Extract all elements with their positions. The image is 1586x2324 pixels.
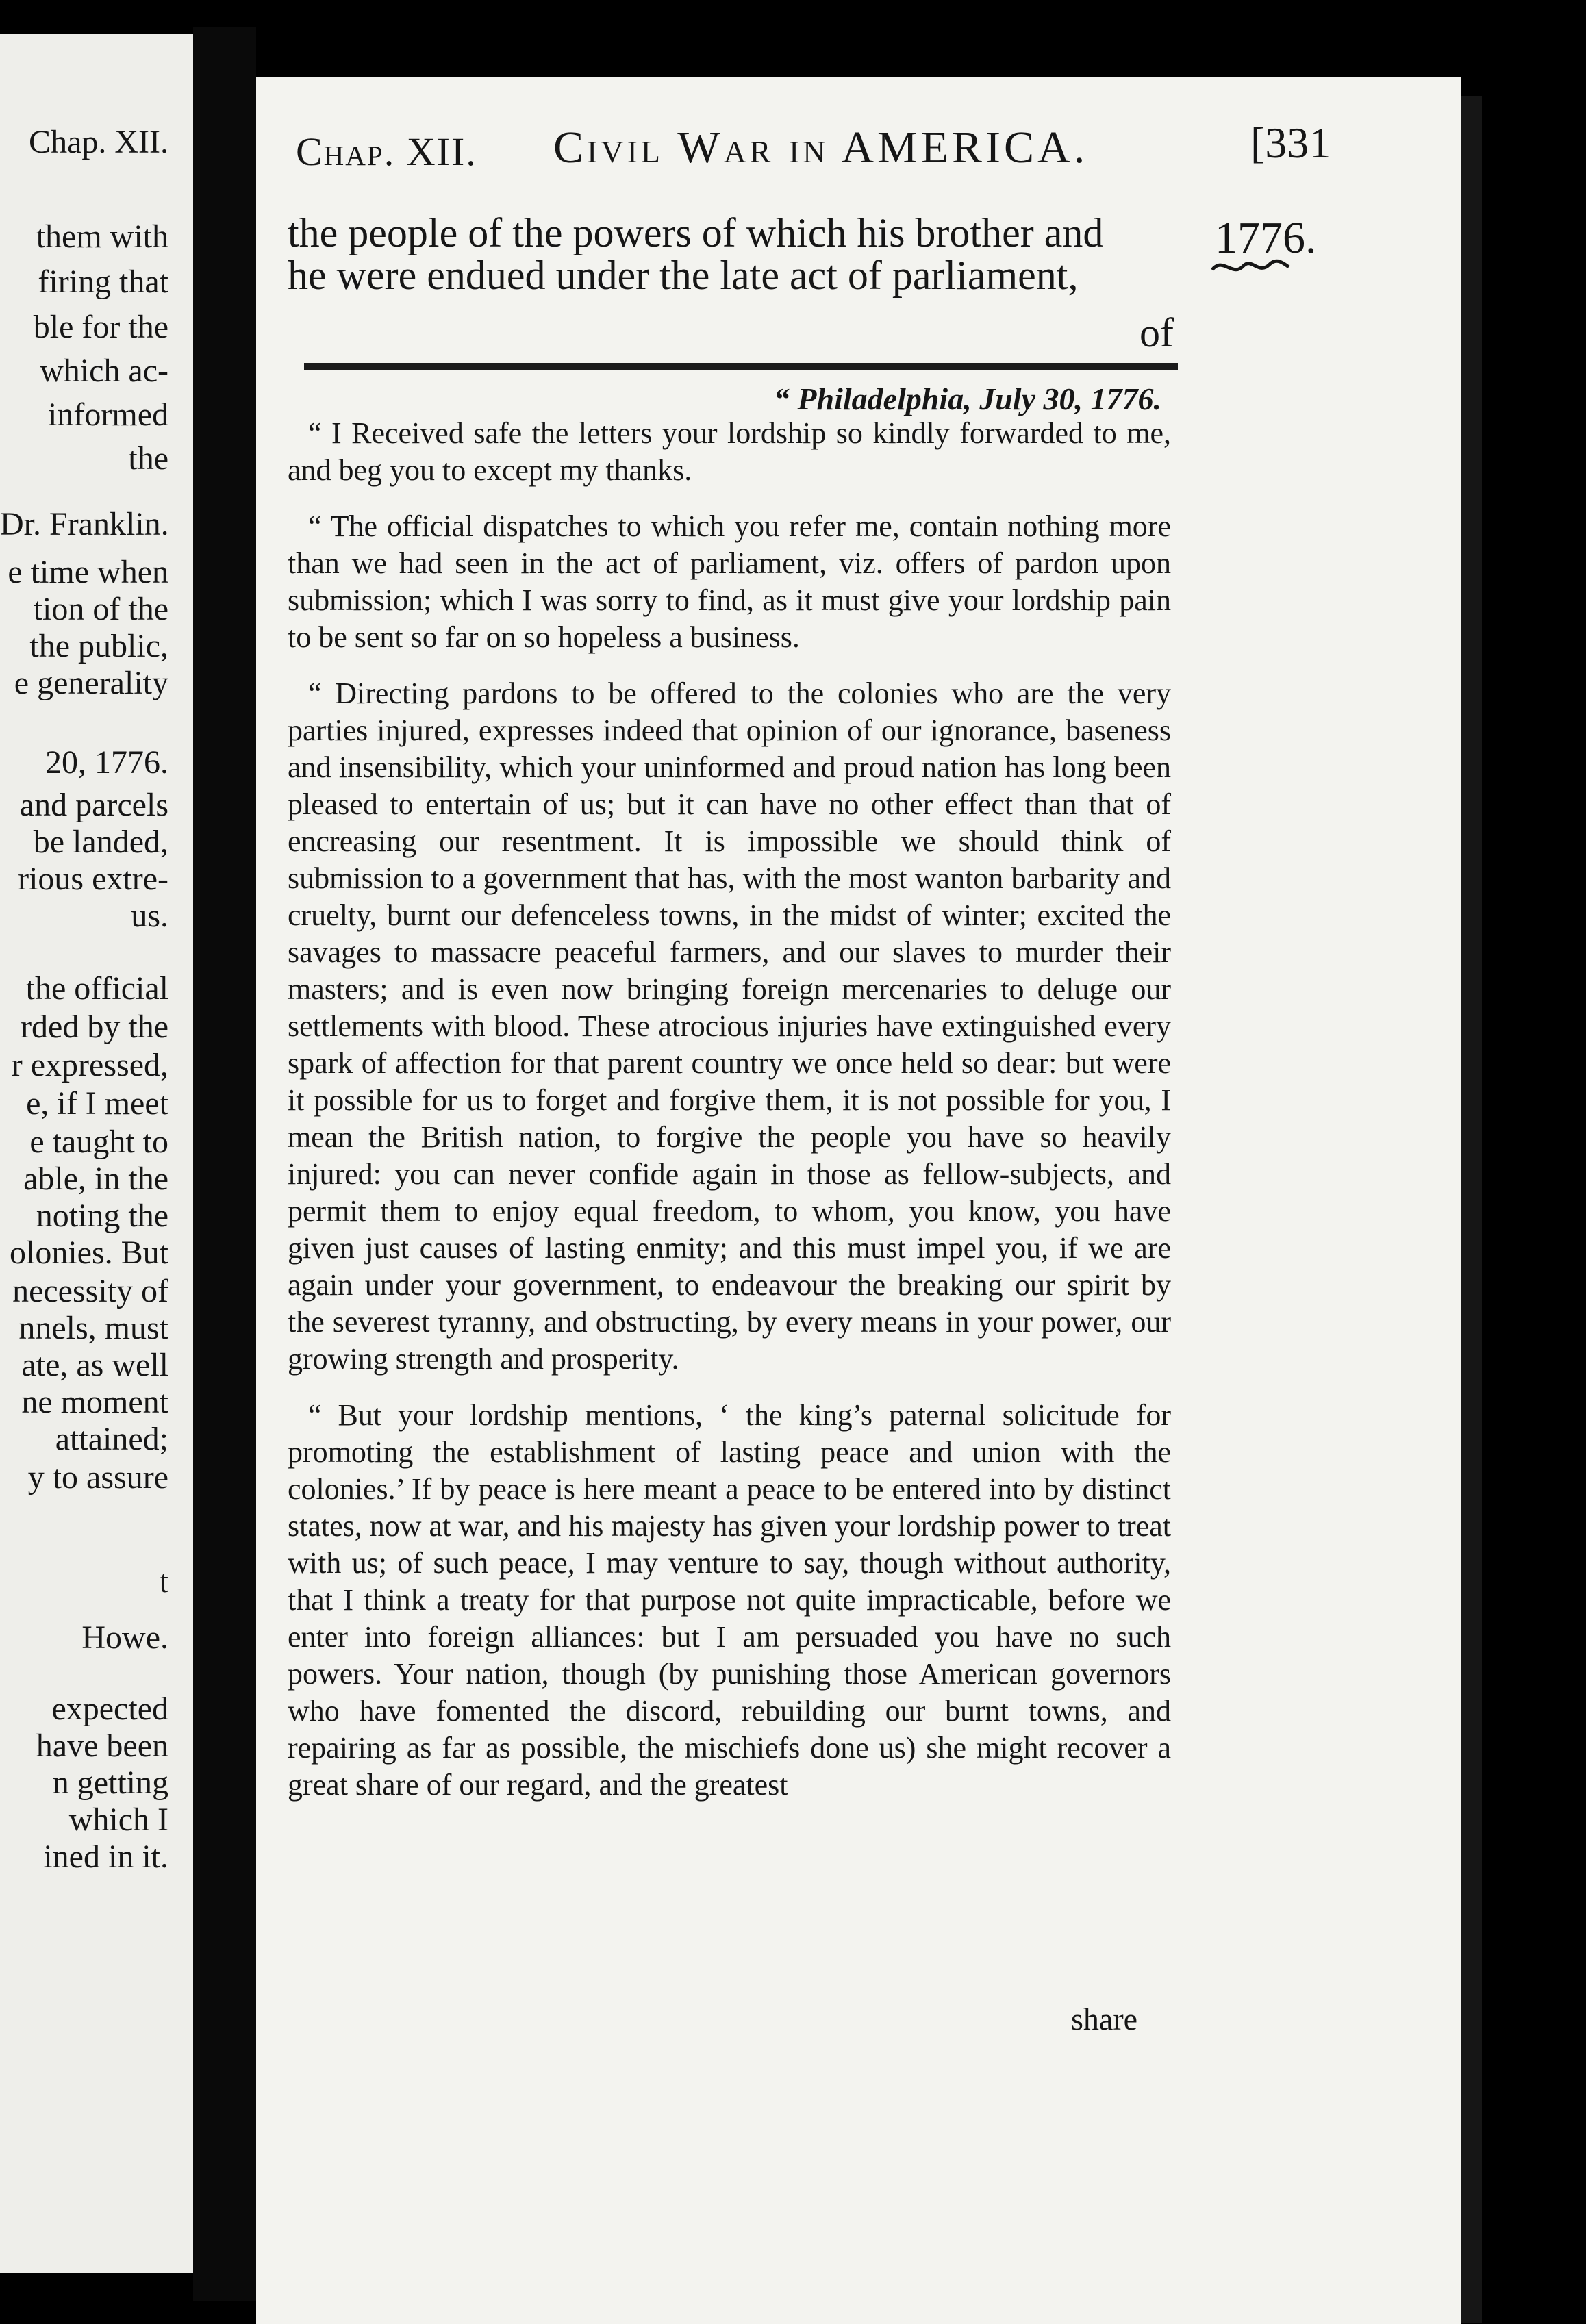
left-page: [0, 34, 193, 2273]
letter-dateline: “ Philadelphia, July 30, 1776.: [773, 381, 1161, 416]
left-page-line: rded by the: [21, 1009, 168, 1045]
ornament-swash-icon: [1209, 252, 1292, 279]
left-page-line: necessity of: [12, 1273, 168, 1309]
left-page-line: rious extre-: [18, 861, 168, 897]
left-page-line: expected: [51, 1691, 168, 1727]
left-page-line: ate, as well: [21, 1347, 168, 1383]
left-page-line: the public,: [29, 628, 168, 664]
book-gutter: [193, 27, 256, 2301]
left-page-line: attained;: [55, 1421, 168, 1457]
left-page-line: olonies. But: [9, 1235, 168, 1271]
running-head-title: Civil War in AMERICA.: [553, 123, 1089, 173]
paragraph-3: “ Directing pardons to be offered to the colonies who are the very parties injured, expresses indeed that opinion of our ignorance, baseness and insensibility, which your uninformed and proud nation has long been pleased to entertain of us; but it can have no other effect than that of encreasing our resentment. It is impossible we should think of submission to a government that has, with the most wanton barbarity and cruelty, burnt our defenceless towns, in the midst of winter; excited the savages to massacre peaceful farmers, and our slaves to murder their masters; and is even now bringing foreign mercenaries to deluge our settlements with blood. These atrocious injuries have extinguished every spark of affection for that parent country we once held so dear: but were it possible for us to forget and forgive them, it is not possible for you, I mean the British nation, to forgive the people you have so heavily injured: you can never confide again in those as fellow-subjects, and permit them to enjoy equal freedom, to whom, you know, you have given just causes of lasting enmity; and this must impel you, if we are again under your government, to endeavour the breaking our spirit by the severest tyranny, and obstructing, by every means in your power, our growing strength and prosperity.: [288, 677, 1171, 1376]
left-page-line: noting the: [36, 1198, 168, 1234]
left-page-line: e time when: [8, 554, 168, 590]
section-rule: [304, 363, 1178, 370]
left-page-line: Chap. XII.: [29, 124, 168, 160]
page-number: [331: [1250, 118, 1331, 167]
left-page-line: n getting: [52, 1765, 168, 1801]
left-page-line: Dr. Franklin.: [0, 506, 169, 542]
intro-line-1: the people of the powers of which his brother and: [288, 210, 1104, 255]
left-page-line: have been: [36, 1728, 168, 1764]
left-page-line: us.: [131, 898, 168, 934]
left-page-line: which ac-: [40, 353, 168, 389]
left-page-line: them with: [36, 218, 168, 255]
left-page-line: e generality: [14, 665, 168, 701]
left-page-line: y to assure: [27, 1459, 168, 1495]
paragraph-4: “ But your lordship mentions, ‘ the king’s paternal solicitude for promoting the establishment of lasting peace and union with the colonies.’ If by peace is here meant a peace to be entered into by distinct states, now at war, and his majesty has given your lordship power to treat with us; of such peace, I may venture to say, though without authority, that I think a treaty for that purpose not quite impracticable, before we enter into foreign alliances: but I am persuaded you have no such powers. Your nation, though (by punishing those American governors who have fomented the discord, rebuilding our burnt towns, and repairing as far as possible, the mischiefs done us) she might recover a great share of our regard, and the greatest: [288, 1398, 1171, 1802]
intro-line-3: of: [1140, 310, 1174, 355]
catchword: share: [1071, 2001, 1138, 2036]
left-page-line: nnels, must: [18, 1310, 168, 1346]
running-head-chapter: Chap. XII.: [296, 129, 477, 174]
left-page-line: t: [159, 1563, 168, 1600]
left-page-line: the official: [25, 970, 168, 1007]
left-page-line: e taught to: [29, 1124, 168, 1160]
letter-body: [288, 415, 1171, 1823]
paragraph-1: “ I Received safe the letters your lordship so kindly forwarded to me, and beg you to except my thanks.: [288, 416, 1171, 487]
left-page-line: tion of the: [33, 591, 168, 627]
left-page-line: able, in the: [23, 1161, 168, 1197]
left-page-line: ined in it.: [43, 1839, 168, 1875]
left-page-line: firing that: [38, 264, 168, 300]
intro-line-2: he were endued under the late act of parliament,: [288, 253, 1079, 298]
left-page-line: ne moment: [21, 1384, 168, 1420]
left-page-line: 20, 1776.: [45, 744, 168, 781]
left-page-line: the: [128, 440, 168, 477]
left-page-line: informed: [48, 396, 168, 433]
left-page-line: be landed,: [33, 824, 168, 860]
left-page-line: ble for the: [33, 309, 168, 345]
paragraph-2: “ The official dispatches to which you refer me, contain nothing more than we had seen in the act of parliament, viz. offers of pardon upon submission; which I was sorry to find, as it must give your lordship pain to be sent so far on so hopeless a business.: [288, 509, 1171, 654]
left-page-line: which I: [68, 1802, 168, 1838]
left-page-line: r expressed,: [11, 1047, 168, 1083]
margin-year: 1776.: [1215, 213, 1317, 263]
page-edge-shadow: [1461, 96, 1482, 2323]
left-page-line: and parcels: [19, 787, 168, 823]
left-page-line: Howe.: [81, 1619, 168, 1656]
left-page-line: e, if I meet: [26, 1085, 168, 1122]
